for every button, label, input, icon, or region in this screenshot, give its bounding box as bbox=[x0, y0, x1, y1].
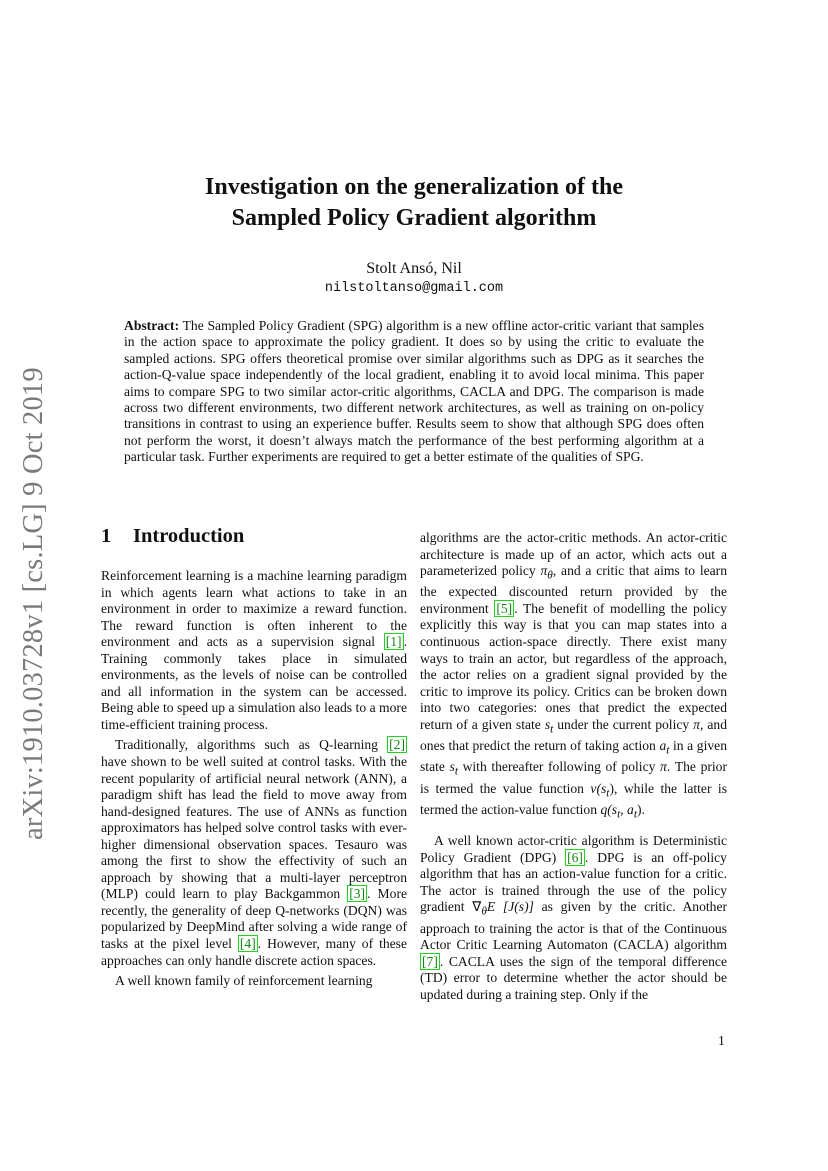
paragraph bbox=[101, 973, 407, 990]
author-name: Stolt Ansó, Nil bbox=[366, 260, 462, 277]
paragraph bbox=[420, 530, 727, 823]
math: ) bbox=[636, 801, 642, 817]
math: v bbox=[590, 780, 597, 796]
paragraph-text: . DPG is an off-policy algorithm that has an action-value function for a critic. The actor is trained through the use of the policy gradient bbox=[420, 849, 727, 915]
citation-link[interactable]: [6] bbox=[567, 849, 583, 865]
paragraph-text: have shown to be well suited at control tasks. With the recent popularity of artificial neural network (ANN), a paradigm shift has lead the field to move away from hand-designed features. The use of ANNs as function approximators has helped solve control tasks with ever-higher dimensional observation spaces. Tesauro was among the first to show the effectivity of such an approach by showing that a multi-layer perceptron (MLP) could learn to play Backgammon bbox=[101, 754, 407, 902]
paragraph-text: Reinforcement learning is a machine learning paradigm in which agents learn what actions to take in an environment in order to maximize a reward function. The reward function is often inherent to the environment and acts as a supervision signal bbox=[101, 568, 407, 650]
math: t bbox=[606, 787, 610, 800]
math: a bbox=[659, 738, 667, 753]
math: E [J(s)] bbox=[486, 899, 534, 915]
paragraph-text: . The benefit of modelling the policy explicitly this way is that you can map states into a continuous action-space directly. There exist many ways to train an actor, but regardless of the approach, the actor relies on a gradient signal provided by the critic to improve its policy. Critics can be broken down into two categories: ones that predict the expected return of a given state bbox=[420, 600, 728, 732]
paper-title bbox=[0, 172, 828, 234]
math: t bbox=[617, 808, 621, 821]
math: , a bbox=[620, 801, 634, 817]
section-heading bbox=[101, 525, 244, 548]
paragraph-text: , and a critic that aims to learn the expected discounted return provided by the environment bbox=[420, 563, 727, 616]
math: θ bbox=[481, 905, 487, 918]
math: t bbox=[633, 808, 637, 821]
paragraph-text: . The prior is termed the value function bbox=[420, 759, 727, 796]
math: t bbox=[454, 765, 458, 778]
paragraph-text: A well known family of reinforcement learning bbox=[115, 973, 373, 989]
math: π bbox=[540, 563, 548, 579]
abstract bbox=[124, 318, 704, 466]
math: θ bbox=[547, 569, 553, 582]
paragraph-text: A well known actor-critic algorithm is Deterministic Policy Gradient (DPG) bbox=[420, 833, 727, 865]
paragraph-text: . More recently, the generality of deep Q-networks (DQN) was popularized by DeepMind after solving a wide range of tasks at the pixel level bbox=[101, 886, 407, 952]
paragraph bbox=[420, 833, 727, 1003]
math: s bbox=[449, 759, 455, 775]
section-title: Introduction bbox=[133, 525, 245, 547]
paragraph-text: , while the latter is termed the action-value function bbox=[420, 780, 727, 817]
paragraph-text: in a given state bbox=[420, 738, 727, 775]
math: t bbox=[666, 744, 670, 757]
left-column bbox=[101, 568, 407, 990]
math: q bbox=[600, 801, 608, 817]
paragraph-text: . Training commonly takes place in simulated environments, as the levels of noise can be controlled and all information in the system can be accessed. Being able to speed up a simulation also leads to a more time-efficient training process. bbox=[101, 634, 407, 732]
paragraph-text: with thereafter following of policy bbox=[457, 759, 661, 775]
section-number: 1 bbox=[101, 525, 112, 547]
title-line-1: Investigation on the generalization of the bbox=[205, 174, 623, 200]
citation-link[interactable]: [7] bbox=[422, 953, 438, 969]
citation-link[interactable]: [1] bbox=[385, 634, 402, 650]
math: s bbox=[544, 716, 551, 732]
arxiv-identifier: arXiv:1910.03728v1 [cs.LG] 9 Oct 2019 bbox=[18, 367, 49, 840]
paragraph-text: , and ones that predict the return of taking action bbox=[420, 716, 727, 753]
paragraph bbox=[101, 737, 407, 969]
paragraph bbox=[101, 568, 407, 733]
math: ) bbox=[609, 780, 614, 796]
math: ∇ bbox=[472, 899, 482, 915]
paragraph-text: . However, many of these approaches can only handle discrete action spaces. bbox=[101, 936, 407, 968]
citation-link[interactable]: [3] bbox=[349, 886, 366, 902]
math: t bbox=[550, 723, 554, 736]
paragraph-text: . bbox=[641, 801, 645, 817]
author-email: nilstoltanso@gmail.com bbox=[324, 281, 504, 296]
paragraph-text: Traditionally, algorithms such as Q-learning bbox=[115, 737, 388, 753]
citation-link[interactable]: [4] bbox=[239, 936, 256, 952]
math: π bbox=[660, 759, 667, 775]
abstract-label: Abstract: bbox=[124, 318, 180, 333]
paragraph-text: . CACLA uses the sign of the temporal difference (TD) error to determine whether the actor should be updated during a training step. Only if the bbox=[420, 953, 727, 1002]
math: (s bbox=[596, 780, 607, 796]
paragraph-text: as given by the critic. Another approach to training the actor is that of the Continuous Actor Critic Learning Automaton (CACLA) algorithm bbox=[420, 899, 728, 953]
page-number: 1 bbox=[718, 1033, 725, 1048]
right-column bbox=[420, 530, 727, 1003]
abstract-text: The Sampled Policy Gradient (SPG) algorithm is a new offline actor-critic variant that samples in the action space to approximate the policy gradient. It does so by using the critic to evaluate the sampled actions. SPG offers theoretical promise over similar algorithms such as DPG as it searches the action-Q-value space independently of the local gradient, enabling it to avoid local minima. This paper aims to compare SPG to two similar actor-critic algorithms, CACLA and DPG. The comparison is made across two different environments, two different network architectures, as well as training on on-policy transitions in contrast to using an experience buffer. Results seem to show that although SPG does often not perform the worst, it doesn’t always match the performance of the best performing algorithm at a particular task. Further experiments are required to get a better estimate of the qualities of SPG. bbox=[124, 318, 704, 465]
title-line-2: Sampled Policy Gradient algorithm bbox=[231, 205, 597, 231]
citation-link[interactable]: [2] bbox=[389, 737, 405, 753]
math: (s bbox=[607, 801, 618, 817]
citation-link[interactable]: [5] bbox=[496, 600, 513, 616]
math: π bbox=[693, 716, 700, 732]
paragraph-text: algorithms are the actor-critic methods. An actor-critic architecture is made up of an actor, which acts out a parameterized policy bbox=[420, 530, 727, 579]
paragraph-text: under the current policy bbox=[553, 716, 694, 732]
